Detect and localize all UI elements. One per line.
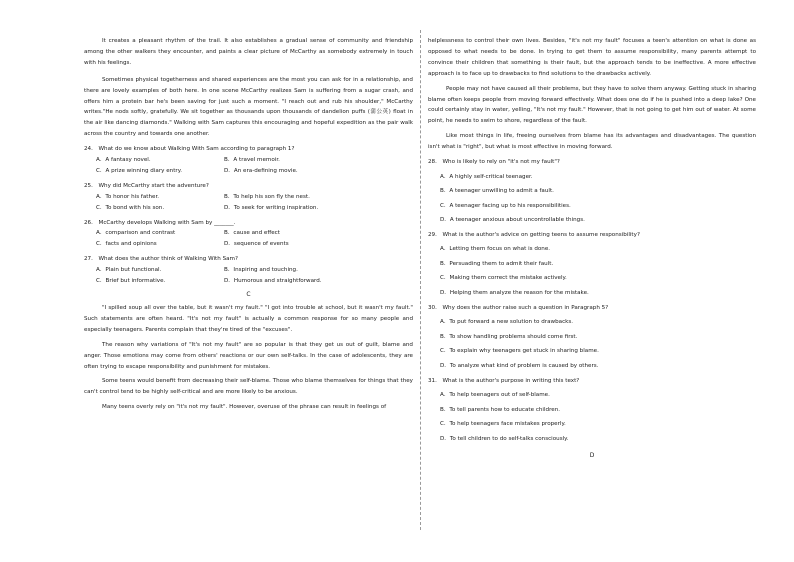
paragraph: helplessness to control their own lives. Besides, "it's not my fault" focuses a teen's attention on what is done as opposed to what needs to be done. In trying to get them to assume responsibility, many parents attempt to convince their children that something is their fault, but the approach tends to be ineffective. A more effective approach is to face up to drawbacks to find solutions to the drawbacks actively. <box>428 38 756 77</box>
option-a: A．To help teenagers out of self-blame. <box>440 392 550 399</box>
option-a: A．To honor his father. <box>96 193 160 200</box>
paragraph: Some teens would benefit from decreasing their self-blame. Those who blame themselves for things that they can't control tend to be highly self-critical and are more likely to be anxious. <box>84 378 413 396</box>
option-c: C．To explain why teenagers get stuck in sharing blame. <box>440 348 599 355</box>
option-a: A．Letting them focus on what is done. <box>440 246 551 253</box>
option-c: C．Making them correct the mistake actively. <box>440 275 567 282</box>
left-column <box>84 36 413 413</box>
question-stem: 27． What does the author think of Walking With Sam? <box>84 256 238 263</box>
question-stem: 25． Why did McCarthy start the adventure? <box>84 182 209 189</box>
question-27 <box>84 254 413 287</box>
question-31 <box>428 376 756 445</box>
option-d: D．To seek for writing inspiration. <box>224 204 319 211</box>
question-29 <box>428 230 756 299</box>
option-d: D．An era-defining movie. <box>224 167 298 174</box>
option-b: B．To help his son fly the nest. <box>224 193 310 200</box>
option-d: D．Humorous and straightforward. <box>224 278 322 285</box>
question-stem: 29． What is the author's advice on getting teens to assume responsibility? <box>428 231 640 238</box>
option-b: B．A travel memoir. <box>224 157 280 164</box>
option-c: C．To bond with his son. <box>96 204 165 211</box>
paragraph: It creates a pleasant rhythm of the trail. It also establishes a gradual sense of community and friendship among the other walkers they encounter, and paints a clear picture of McCarthy as somebody extremely in touch with his feelings. <box>84 38 413 66</box>
option-b: B．Inspiring and touching. <box>224 267 298 274</box>
right-column <box>428 36 756 464</box>
option-d: D．sequence of events <box>224 241 289 248</box>
option-c: C．A prize winning diary entry. <box>96 167 183 174</box>
option-a: A．Plain but functional. <box>96 267 162 274</box>
question-stem: 26． McCarthy develops Walking with Sam by _______. <box>84 219 236 226</box>
section-heading-c: C <box>246 290 251 298</box>
question-26 <box>84 218 413 251</box>
question-28 <box>428 157 756 226</box>
question-stem: 28． Who is likely to rely on "it's not my fault"? <box>428 159 560 166</box>
option-b: B．To show handling problems should come first. <box>440 333 578 340</box>
option-d: D．To tell children to do self-talks consciously. <box>440 435 569 442</box>
question-stem: 31． What is the author's purpose in writing this text? <box>428 377 580 384</box>
paragraph: The reason why variations of "It's not my fault" are so popular is that they get us out of guilt, blame and anger. Those emotions may come from others' reactions or our own self-talks. In the case of adolescents, they are often trying to escape responsibility and punishment for mistakes. <box>84 341 413 370</box>
option-a: A．comparison and contrast <box>96 230 176 237</box>
column-divider <box>420 30 421 530</box>
option-a: A．To put forward a new solution to drawbacks. <box>440 319 574 326</box>
paragraph: Many teens overly rely on "it's not my fault". However, overuse of the phrase can result in feelings of <box>102 404 387 411</box>
option-c: C．To help teenagers face mistakes properly. <box>440 421 566 428</box>
option-c: C．Brief but informative. <box>96 278 166 285</box>
question-30 <box>428 303 756 372</box>
paragraph: People may not have caused all their problems, but they have to solve them anyway. Getting stuck in sharing blame often keeps people from moving forward effectively. What does one do if he is pushed into a deep lake? One could certainly stay in water, yelling, "It's not my fault." However, that is not going to get him out of water. At some point, he needs to swim to shore, regardless of the fault. <box>428 85 756 125</box>
paragraph: Like most things in life, freeing ourselves from blame has its advantages and disadvantages. The question isn't what is "right", but what is most effective in moving forward. <box>428 133 756 151</box>
paragraph: "I spilled soup all over the table, but it wasn't my fault." "I got into trouble at school, but it wasn't my fault." Such statements are often heard. "It's not my fault" is actually a common response for so many people and especially teenagers. Parents complain that they're tired of the "excuses". <box>84 304 413 333</box>
option-b: B．cause and effect <box>224 230 280 237</box>
option-c: C．A teenager facing up to his responsibilities. <box>440 202 571 209</box>
question-stem: 24． What do we know about Walking With Sam according to paragraph 1? <box>84 146 295 153</box>
option-a: A．A highly self-critical teenager. <box>440 173 533 180</box>
option-b: B．Persuading them to admit their fault. <box>440 260 554 267</box>
paragraph: Sometimes physical togetherness and shared experiences are the most you can ask for in a relationship, and there are lovely examples of both here. In one scene McCarthy realizes Sam is suffering from a sugar crash, and offers him a protein bar he's been saving for just such a moment. "I reach out and rub his shoulder," McCarthy writes."He nods softly, gratefully. We sit together as thousands upon thousands of dandelion puffs (蒲公英) float in the air like dancing diamonds." Walking with Sam captures this encouraging and hopeful expedition as the pair walk across the country and towards one another. <box>84 76 413 138</box>
option-d: D．To analyze what kind of problem is caused by others. <box>440 362 599 369</box>
option-b: B．A teenager unwilling to admit a fault. <box>440 188 554 195</box>
option-c: C．facts and opinions <box>96 241 157 248</box>
section-heading-d: D <box>589 451 595 459</box>
question-stem: 30． Why does the author raise such a question in Paragraph 5? <box>428 304 609 311</box>
option-b: B．To tell parents how to educate children. <box>440 406 561 413</box>
option-a: A．A fantasy novel. <box>96 157 151 164</box>
option-d: D．A teenager anxious about uncontrollable things. <box>440 217 585 224</box>
option-d: D．Helping them analyze the reason for the mistake. <box>440 289 589 296</box>
question-25 <box>84 181 413 214</box>
question-24 <box>84 144 413 177</box>
